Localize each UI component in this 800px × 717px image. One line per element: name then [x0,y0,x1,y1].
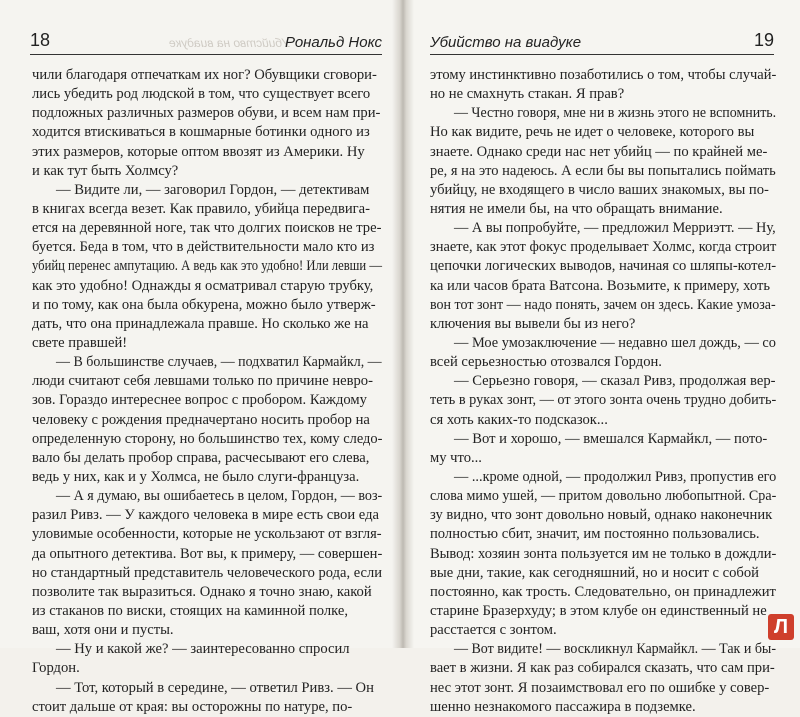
text-line: этому инстинктивно позаботились о том, чтобы случай- [430,67,777,83]
text-line: ходится втискиваться в кошмарные ботинки одного из [32,124,370,141]
left-page-number: 18 [30,30,51,50]
text-line: Гордон. [32,660,80,677]
text-line: — Вот видите! — воскликнул Кармайкл. — Так и бы- [454,641,776,658]
text-line: ся хоть каких-то подсказок... [430,411,608,428]
text-line: подложных различных размеров обуви, и всем нам при- [32,105,381,122]
text-line: всей серьезностью отозвался Гордон. [430,354,662,371]
text-line: — А вы попробуйте, — предложил Мерриэтт. — Ну, [454,220,776,237]
right-page-text [430,66,776,717]
text-line: и как тут быть Холмсу? [32,162,179,179]
text-line: — Вот и хорошо, — вмешался Кармайкл, — пото- [454,430,768,447]
text-line: — Честно говоря, мне ни в жизнь этого не вспомнить. [454,105,777,122]
text-line: старине Бразерхуду; в этом клубе он единственный не [430,602,767,619]
right-page-header [430,32,774,55]
bleed-through-header: Убийство на виадуке [169,36,290,50]
publisher-logo-icon: Л [768,614,794,640]
right-running-header: Убийство на виадуке [430,34,582,51]
text-line: позволите так выразиться. Однако я точно знаю, какой [32,583,372,600]
text-line: ваш, хотя они и пусты. [32,622,174,639]
text-line: теть в руках зонт, — от этого зонта очень трудно добить- [430,392,777,409]
text-line: определенную сторону, но большинство тех, кому следо- [32,430,383,447]
text-line: разил Ривз. — У каждого человека в мире есть свои еда [32,507,379,524]
text-line: ка или часов брата Ватсона. Возьмите, к примеру, хоть [430,277,771,294]
text-line: знаете. Однако среди нас нет убийц — по крайней ме- [430,143,768,160]
text-line: — ...кроме одной, — продолжил Ривз, пропустив его [454,468,777,485]
text-line: этих размеров, которые оптом ввозят из Америки. Ну [32,143,365,160]
text-line: — А я думаю, вы ошибаетесь в целом, Гордон, — воз- [56,488,383,505]
text-line: свете правшей! [32,334,128,351]
text-line: из стаканов по виски, стоящих на каминной полке, [32,602,348,619]
text-line: ведь у них, как и у Холмса, не было слуги-француза. [32,468,360,485]
text-line: стоит дальше от края: вы осторожны по натуре, по- [32,698,353,715]
text-line: му что... [430,449,482,466]
text-line: человеку с рождения предначертано носить пробор на [32,411,370,428]
right-page-number: 19 [753,30,774,50]
text-line: — Тот, который в середине, — ответил Ривз. — Он [56,679,374,696]
text-line: уловимые особенности, которые не ускользают от взгля- [32,526,382,543]
text-line: вон тот зонт — надо понять, зачем он здесь. Какие умоза- [430,296,776,313]
text-line: ется на деревянной ноге, так что долгих поисков не тре- [32,220,382,237]
text-line: ключения вы вывели бы из него? [430,315,636,332]
text-line: нятия не имели бы, на что обращать внимание. [430,200,723,217]
book-gutter [392,0,414,648]
text-line: вает в жизни. Я как раз собирался сказать, что сам при- [430,660,775,677]
text-line: полностью сбит, значит, им постоянно пользовались. [430,526,760,543]
text-line: зу видно, что зонт довольно новый, однако наконечник [430,507,773,524]
right-page [406,0,800,715]
text-line: буется. Беда в том, что в действительности мало кто из [32,239,375,256]
text-line: но не смахнуть стакан. Я прав? [430,86,625,103]
text-line: в книгах всегда везет. Как правило, убийца передвига- [32,200,371,217]
text-line: знаете, как этот фокус проделывает Холмс, когда строит [430,239,777,256]
text-line: Но как видите, речь не идет о человеке, которого вы [430,124,755,141]
left-page-header [30,32,382,55]
text-line: — Ну и какой же? — заинтересованно спросил [56,641,350,658]
text-line: — Мое умозаключение — недавно шел дождь, — со [454,334,776,351]
text-line: — Серьезно говоря, — сказал Ривз, продолжая вер- [454,373,776,390]
text-line: чили благодаря отпечаткам их ног? Обувщики сговори- [32,67,377,83]
text-line: да опытного детектива. Вот вы, к примеру, — совершен- [32,545,383,562]
text-line: лись убедить род людской в том, что существует всего [32,86,371,103]
text-line: дать, что она принадлежала правше. Но сколько же на [32,315,369,332]
text-line: люди считают себя левшами только по причине невро- [32,373,373,390]
text-line: цепочки логических выводов, начиная со шляпы-котел- [430,258,777,275]
text-line: зов. Гораздо интереснее вопрос с пробором. Каждому [32,392,367,409]
text-line: шенно незнакомого пассажира в подземке. [430,698,696,715]
text-line: нес этот зонт. Я позаимствовал его по ошибке у совер- [430,679,770,696]
text-line: убийц перенес ампутацию. А ведь как это удобно! Или левши — [32,258,382,275]
text-line: ре, я на это надеюсь. А если бы вы попытались поймать [430,162,776,179]
left-running-header: Рональд Нокс [284,34,382,51]
text-line: но стандартный представитель человеческого рода, если [32,564,382,581]
text-line: убийцу, не входящего в число ваших знакомых, вы по- [430,181,769,198]
text-line: вые дни, такие, как сегодняшний, но и носит с собой [430,564,759,581]
text-line: расстается с зонтом. [430,622,557,639]
text-line: слова мимо ушей, — притом довольно любопытной. Сра- [430,488,777,505]
text-line: и по тому, как она была обкурена, можно было утверж- [32,296,376,313]
text-line: вало бы делать пробор справа, расчесывают его слева, [32,449,370,466]
text-line: постоянно, как трость. Следовательно, он принадлежит [430,583,776,600]
left-page [0,0,400,715]
text-line: как это удобно! Однажды я осматривал старую трубку, [32,277,374,294]
text-line: — В большинстве случаев, — подхватил Кармайкл, — [56,354,382,371]
text-line: Вывод: хозяин зонта пользуется им не только в дождли- [430,545,777,562]
text-line: — Видите ли, — заговорил Гордон, — детективам [56,181,370,198]
left-page-text [32,66,382,717]
